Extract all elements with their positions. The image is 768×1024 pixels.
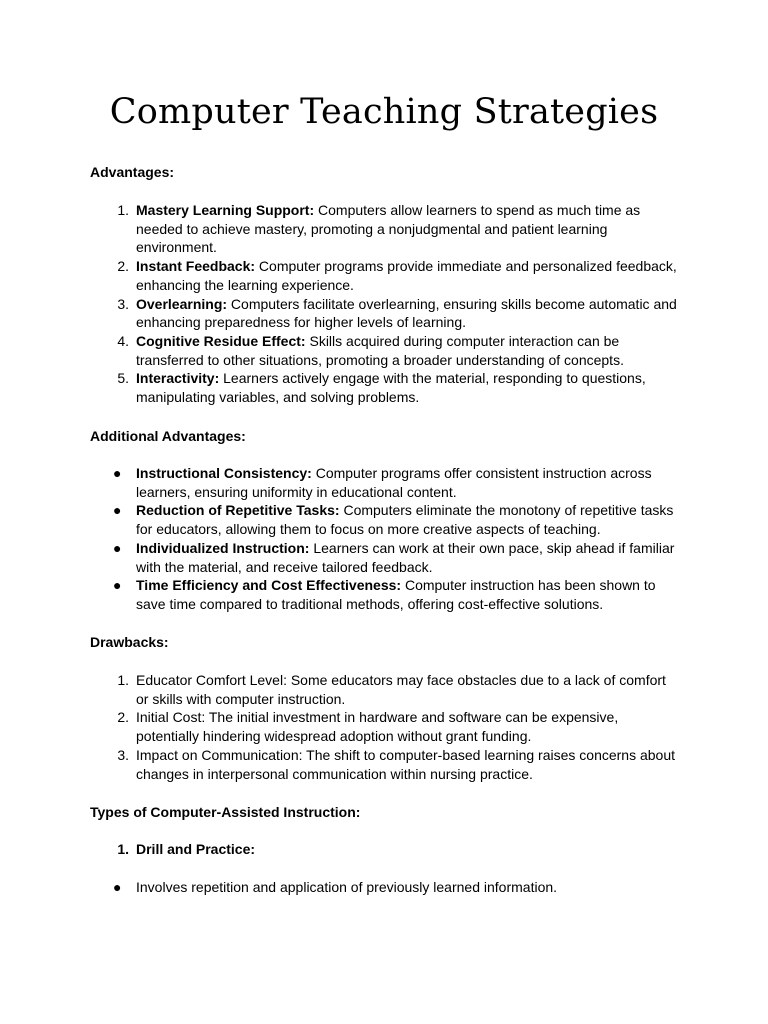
list-number: 2. (117, 709, 129, 726)
list-item (0, 746, 768, 783)
list-number: 4. (117, 332, 129, 349)
list-number: 5. (117, 370, 129, 387)
item-text: Computer programs offer consistent instruction across learners, ensuring uniformity in educational content. (136, 465, 652, 500)
item-term: Time Efficiency and Cost Effectiveness: (136, 577, 402, 594)
item-term: Instructional Consistency: (136, 465, 312, 481)
item-text: Learners can work at their own pace, skip ahead if familiar with the material, and receive tailored feedback. (136, 539, 675, 575)
list-item (0, 539, 768, 576)
list-number: 3. (117, 295, 129, 312)
types-heading: Types of Computer-Assisted Instruction: (90, 804, 361, 820)
bullet-icon: ● (113, 577, 122, 594)
drawbacks-heading: Drawbacks: (90, 634, 169, 650)
list-item (0, 576, 768, 613)
item-text: Computers allow learners to spend as much time as needed to achieve mastery, promoting a nonjudgmental and patient learning environment. (136, 202, 641, 256)
list-item (0, 878, 768, 897)
list-number: 2. (117, 258, 129, 275)
list-item (0, 708, 768, 745)
list-item (0, 464, 768, 501)
item-text: Computers facilitate overlearning, ensuring skills become automatic and enhancing preparedness for higher levels of learning. (136, 295, 677, 331)
additional-advantages-heading: Additional Advantages: (90, 428, 246, 444)
bullet-icon: ● (113, 539, 122, 556)
list-number: 3. (117, 746, 129, 763)
advantages-heading: Advantages: (90, 164, 175, 180)
item-term: Instant Feedback: (136, 258, 256, 275)
item-text: Initial Cost: The initial investment in hardware and software can be expensive, potentially hindering widespread adoption without grant funding. (136, 709, 619, 745)
bullet-icon: ● (113, 465, 122, 481)
subheading-text: Drill and Practice: (136, 841, 256, 857)
item-term: Individualized Instruction: (136, 539, 310, 556)
list-item (0, 332, 768, 369)
item-text: Learners actively engage with the material, responding to questions, manipulating variables, and solving problems. (136, 370, 646, 406)
list-item (0, 201, 768, 257)
list-item (0, 295, 768, 332)
item-term: Reduction of Repetitive Tasks: (136, 502, 340, 519)
advantages-list (0, 201, 768, 407)
item-text: Computer programs provide immediate and personalized feedback, enhancing the learning experience. (136, 258, 677, 293)
item-term: Interactivity: (136, 370, 220, 387)
bullet-icon: ● (113, 879, 122, 895)
list-number: 1. (117, 841, 129, 857)
types-bullet-list (0, 878, 768, 897)
item-text: Computers eliminate the monotony of repetitive tasks for educators, allowing them to focus on more creative aspects of teaching. (136, 502, 674, 538)
list-number: 1. (117, 202, 129, 218)
item-term: Overlearning: (136, 295, 228, 312)
list-item (0, 369, 768, 406)
types-subheading-list (0, 840, 768, 859)
item-term: Cognitive Residue Effect: (136, 332, 306, 349)
item-text: Educator Comfort Level: Some educators may face obstacles due to a lack of comfort or skills with computer instruction. (136, 672, 666, 707)
item-text: Impact on Communication: The shift to computer-based learning raises concerns about changes in interpersonal communication within nursing practice. (136, 746, 676, 782)
subheading-item (0, 840, 768, 859)
additional-advantages-list (0, 464, 768, 614)
drawbacks-list (0, 671, 768, 783)
item-text: Computer instruction has been shown to save time compared to traditional methods, offering cost-effective solutions. (136, 577, 656, 612)
list-item (0, 501, 768, 538)
item-text: Involves repetition and application of previously learned information. (136, 879, 558, 895)
list-item (0, 257, 768, 294)
item-text: Skills acquired during computer interaction can be transferred to other situations, promoting a broader understanding of concepts. (136, 332, 624, 368)
bullet-icon: ● (113, 502, 122, 519)
item-term: Mastery Learning Support: (136, 202, 315, 218)
document-title: Computer Teaching Strategies (109, 92, 659, 132)
list-number: 1. (117, 672, 129, 688)
list-item (0, 671, 768, 708)
